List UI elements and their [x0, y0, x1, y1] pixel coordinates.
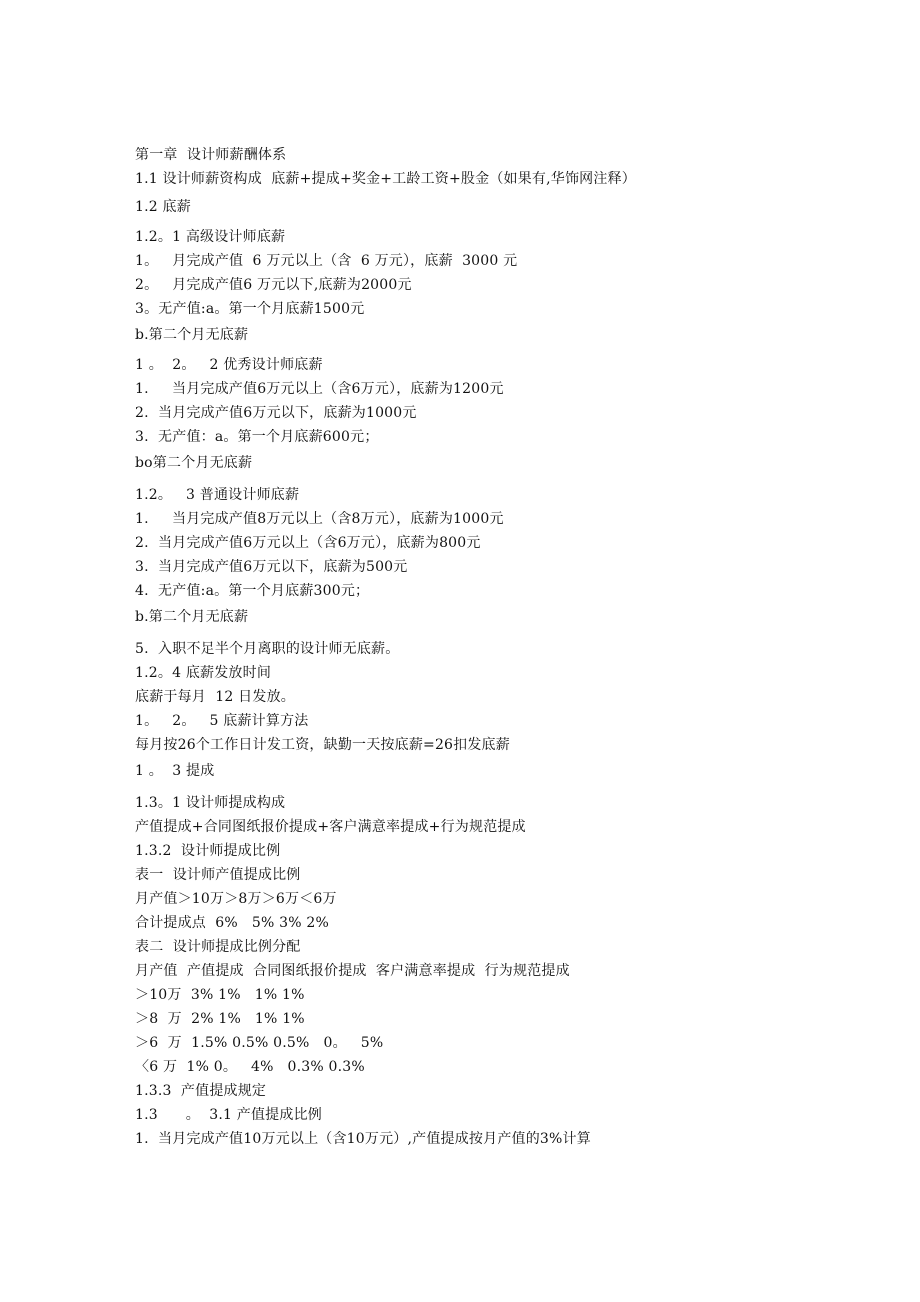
text-line: b.第二个月无底薪	[135, 609, 249, 625]
text-line: 3. 无产值：a。第一个月底薪600元；	[135, 429, 379, 445]
table-row: ＞10万 3% 1% 1% 1%	[135, 987, 305, 1003]
text-line: 5. 入职不足半个月离职的设计师无底薪。	[135, 641, 400, 657]
section-heading: 1.2。4 底薪发放时间	[135, 665, 272, 681]
table-caption: 表一 设计师产值提成比例	[135, 867, 301, 883]
text-line: 1. 当月完成产值8万元以上（含8万元），底薪为1000元	[135, 511, 504, 527]
section-heading: 1.2。 3 普通设计师底薪	[135, 487, 300, 503]
table-row: 月产值＞10万＞8万＞6万＜6万	[135, 891, 337, 907]
text-line: 2. 当月完成产值6万元以上（含6万元），底薪为800元	[135, 535, 481, 551]
section-heading: 1。 2。 5 底薪计算方法	[135, 713, 309, 729]
text-line: 1. 当月完成产值10万元以上（含10万元）,产值提成按月产值的3%计算	[135, 1131, 591, 1147]
chapter-title: 第一章 设计师薪酬体系	[135, 147, 287, 163]
text-line: 2. 当月完成产值6万元以下，底薪为1000元	[135, 405, 417, 421]
table-row: ＞8 万 2% 1% 1% 1%	[135, 1011, 305, 1027]
section-heading: 1 。 2。 2 优秀设计师底薪	[135, 357, 323, 373]
text-line: 1.1 设计师薪资构成 底薪+提成+奖金+工龄工资+股金（如果有,华饰网注释）	[135, 171, 636, 187]
text-line: 3。无产值:a。第一个月底薪1500元	[135, 301, 365, 317]
section-heading: 1.3.2 设计师提成比例	[135, 843, 281, 859]
section-heading: 1.3 。 3.1 产值提成比例	[135, 1107, 322, 1123]
table-caption: 表二 设计师提成比例分配	[135, 939, 301, 955]
document-body	[135, 146, 835, 1148]
table-row: ＞6 万 1.5% 0.5% 0.5% 0。 5%	[135, 1035, 384, 1051]
section-heading: 1 。 3 提成	[135, 763, 215, 779]
text-line: 3. 当月完成产值6万元以下，底薪为500元	[135, 559, 408, 575]
table-header-row: 月产值 产值提成 合同图纸报价提成 客户满意率提成 行为规范提成	[135, 963, 570, 979]
text-line: b.第二个月无底薪	[135, 327, 249, 343]
section-heading: 1.3.3 产值提成规定	[135, 1083, 267, 1099]
text-line: 每月按26个工作日计发工资，缺勤一天按底薪=26扣发底薪	[135, 737, 510, 753]
text-line: 产值提成+合同图纸报价提成+客户满意率提成+行为规范提成	[135, 819, 526, 835]
table-row: 〈6 万 1% 0。 4% 0.3% 0.3%	[135, 1059, 365, 1075]
text-line: 底薪于每月 12 日发放。	[135, 689, 295, 705]
section-heading: 1.2。1 高级设计师底薪	[135, 229, 286, 245]
text-line: bo第二个月无底薪	[135, 455, 253, 471]
section-heading: 1.2 底薪	[135, 199, 191, 215]
table-row: 合计提成点 6% 5% 3% 2%	[135, 915, 329, 931]
section-heading: 1.3。1 设计师提成构成	[135, 795, 286, 811]
text-line: 1。 月完成产值 6 万元以上（含 6 万元），底薪 3000 元	[135, 253, 518, 269]
text-line: 4. 无产值:a。第一个月底薪300元；	[135, 583, 370, 599]
text-line: 1. 当月完成产值6万元以上（含6万元），底薪为1200元	[135, 381, 504, 397]
text-line: 2。 月完成产值6 万元以下,底薪为2000元	[135, 277, 412, 293]
